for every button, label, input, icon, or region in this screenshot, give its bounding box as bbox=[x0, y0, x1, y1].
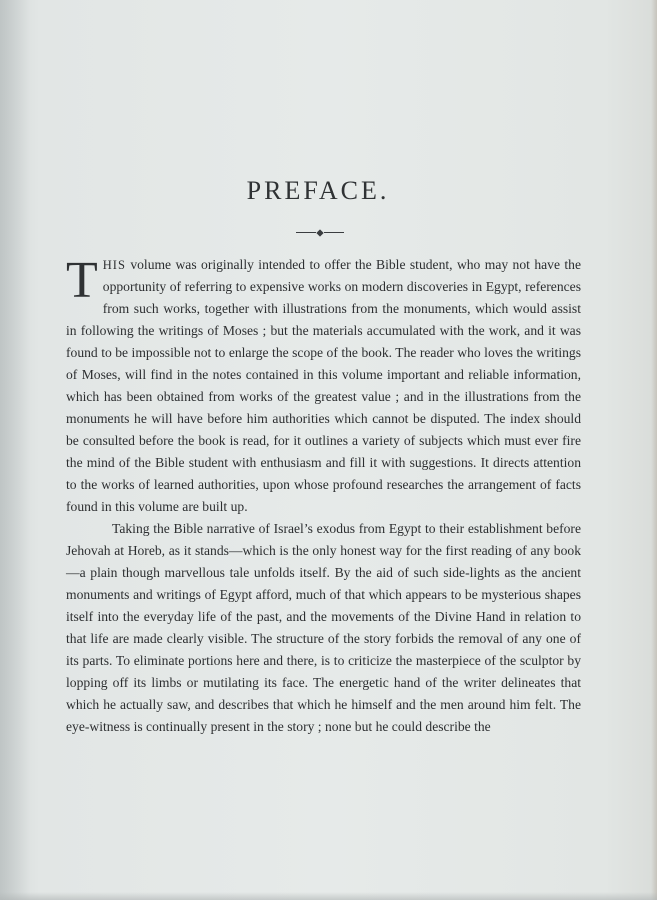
page-title: PREFACE. bbox=[246, 176, 390, 205]
ornament-diamond bbox=[316, 229, 323, 236]
first-word: HIS bbox=[102, 258, 126, 272]
spine-shadow bbox=[0, 0, 30, 900]
page-edge-right bbox=[651, 0, 657, 900]
drop-cap: T bbox=[66, 252, 98, 309]
page-edge-bottom bbox=[0, 892, 657, 900]
ornament-line-right bbox=[324, 232, 344, 233]
ornament-line-left bbox=[296, 232, 316, 233]
paragraph-1 bbox=[66, 254, 581, 518]
title-ornament bbox=[296, 228, 344, 238]
paragraph-2: Taking the Bible narrative of Israel’s exodus from Egypt to their establishment before Jehovah at Horeb, as it stands—which is the only honest way for the first reading of any book—a plain though marvellous tale unfolds itself. By the aid of such side-lights as the ancient monuments and writings of Egypt afford, much of that which appears to be mysterious shapes itself into the everyday life of the past, and the movements of the Divine Hand in relation to that life are made clearly visible. The structure of the story forbids the removal of any one of its parts. To eliminate portions here and there, is to criticize the masterpiece of the sculptor by lopping off its limbs or mutilating its face. The energetic hand of the writer delineates that which he actually saw, and describes that which he himself and the men around him felt. The eye-witness is continually present in the story ; none but he could describe the bbox=[66, 521, 581, 734]
paragraph-1-text: volume was originally intended to offer the Bible student, who may not have the opportunity of referring to expensive works on modern discoveries in Egypt, references from such works, together with illustrations from the monuments, which would assist in following the writings of Moses ; but the materials accumulated with the work, and it was found to be impossible not to enlarge the scope of the book. The reader who loves the writings of Moses, will find in the notes contained in this volume important and reliable information, which has been obtained from works of the greatest value ; and in the illustrations from the monuments he will have before him authorities which cannot be disputed. The index should be consulted before the book is read, for it outlines a variety of subjects which must ever fire the mind of the Bible student with enthusiasm and fill it with suggestions. It directs attention to the works of learned authorities, upon whose profound researches the arrangement of facts found in this volume are built up. bbox=[66, 257, 581, 514]
body-text bbox=[66, 254, 581, 738]
